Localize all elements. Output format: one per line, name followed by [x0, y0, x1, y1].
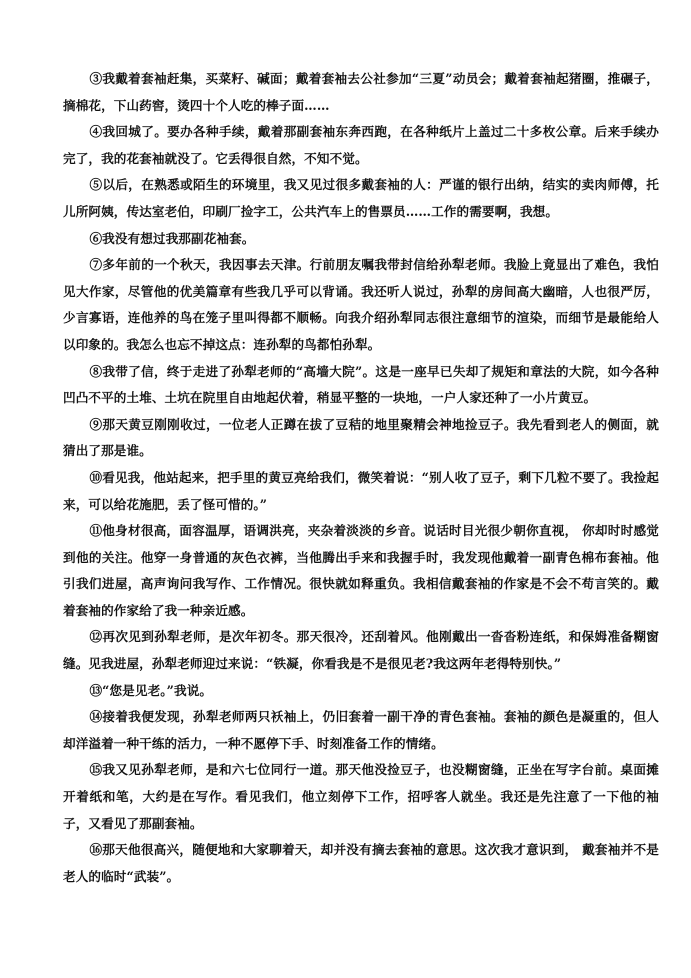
- paragraph-14: ⑭接着我便发现，孙犁老师两只袄袖上，仍旧套着一副干净的青色套袖。套袖的颜色是凝重的，但人却洋溢着一种干练的活力，一种不愿停下手、时刻准备工作的情绪。: [63, 709, 659, 751]
- paragraph-12: ⑫再次见到孙犁老师，是次年初冬。那天很冷，还刮着风。他刚戴出一沓沓粉连纸，和保姆准备糊窗缝。见我进屋，孙犁老师迎过来说：“铁凝，你看我是不是很见老?我这两年老得特别快。”: [63, 629, 659, 672]
- paragraph-5: ⑤以后，在熟悉或陌生的环境里，我又见过很多戴套袖的人：严谨的银行出纳，结实的卖肉师傅，托儿所阿姨，传达室老伯，印刷厂捡字工，公共汽车上的售票员……工作的需要啊，我想。: [63, 177, 659, 219]
- paragraph-8: ⑧我带了信，终于走进了孙犁老师的“高墙大院”。这是一座早已失却了规矩和章法的大院，如今各种凹凸不平的土堆、土坑在院里自由地起伏着，稍显平整的一块地，一户人家还种了一小片黄豆。: [63, 363, 659, 406]
- paragraph-4: ④我回城了。要办各种手续，戴着那副套袖东奔西跑，在各种纸片上盖过二十多枚公章。后来手续办完了，我的花套袖就没了。它丢得很自然，不知不觉。: [63, 124, 659, 166]
- paragraph-11: ⑪他身材很高，面容温厚，语调洪亮，夹杂着淡淡的乡音。说话时目光很少朝你直视， 你却时时感觉到他的关注。他穿一身普通的灰色衣裤，当他腾出手来和我握手时，我发现他戴着一副青色棉布套袖。他引我们进屋，高声询问我写作、工作情况。很快就如释重负。我相信戴套袖的作家是不会不苟言笑的。戴着套袖的作家给了我一种亲近感。: [63, 523, 659, 618]
- paragraph-3: ③我戴着套袖赶集，买菜籽、碱面；戴着套袖去公社参加“三夏”动员会；戴着套袖起猪圈，推碾子，摘棉花，下山药窖，烫四十个人吃的棒子面……: [63, 71, 659, 113]
- paragraph-7: ⑦多年前的一个秋天，我因事去天津。行前朋友嘱我带封信给孙犁老师。我脸上竟显出了难色，我怕见大作家，尽管他的优美篇章有些我几乎可以背诵。我还听人说过，孙犁的房间高大幽暗，人也很严厉，少言寡语，连他养的鸟在笼子里叫得都不顺畅。向我介绍孙犁同志很注意细节的渲染，而细节是最能给人以印象的。我怎么也忘不掉这点：连孙犁的鸟都怕孙犁。: [63, 257, 659, 352]
- paragraph-10: ⑩看见我，他站起来，把手里的黄豆亮给我们，微笑着说：“别人收了豆子，剩下几粒不要了。我捡起来，可以给花施肥，丢了怪可惜的。”: [63, 469, 659, 512]
- paragraph-15: ⑮我又见孙犁老师，是和六七位同行一道。那天他没捡豆子，也没糊窗缝，正坐在写字台前。桌面摊开着纸和笔，大约是在写作。看见我们，他立刻停下工作，招呼客人就坐。我还是先注意了一下他的袖子，又看见了那副套袖。: [63, 762, 659, 831]
- paragraph-16: ⑯那天他很高兴，随便地和大家聊着天，却并没有摘去套袖的意思。这次我才意识到， 戴套袖并不是老人的临时“武装”。: [63, 842, 659, 884]
- document-page: [63, 66, 659, 890]
- paragraph-13: ⑬“您是见老。”我说。: [89, 682, 213, 698]
- paragraph-6: ⑥我没有想过我那副花袖套。: [89, 230, 255, 246]
- paragraph-9: ⑨那天黄豆刚刚收过，一位老人正蹲在拔了豆秸的地里聚精会神地捡豆子。我先看到老人的侧面，就猜出了那是谁。: [63, 416, 659, 459]
